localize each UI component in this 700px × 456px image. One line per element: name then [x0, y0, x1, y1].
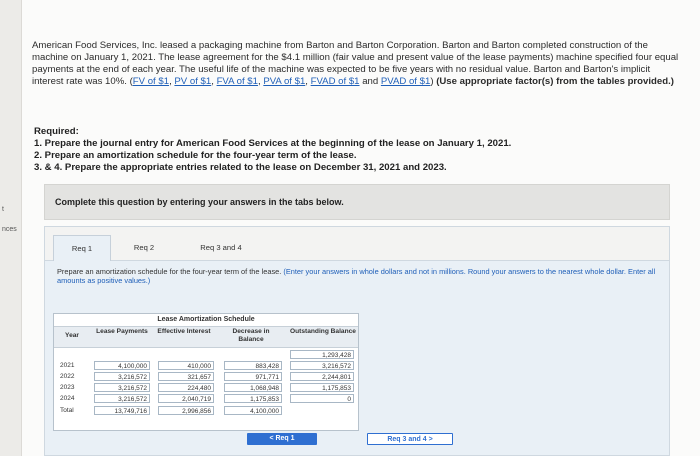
total-lease-payments-cell[interactable]: 13,749,716 — [94, 406, 150, 415]
pv-link[interactable]: PV of $1 — [174, 76, 212, 87]
fva-link[interactable]: FVA of $1 — [216, 76, 258, 87]
tab-req-1[interactable]: Req 1 — [53, 235, 111, 261]
required-section — [34, 126, 511, 174]
gutter-text-fragment: nces — [2, 226, 17, 233]
effective-interest-cell[interactable]: 321,657 — [158, 372, 214, 381]
problem-statement: American Food Services, Inc. leased a packaging machine from Barton and Barton Corporation. Barton and Barton completed construction of the machine on January 1, 2021. The lease agreement for the $4.1 million (fair value and present value of the lease payments) machine specified four equal payments at the end of each year. The useful life of the machine was expected to be five years with no residual value. Barton and Barton's implicit interest rate was 10%. (FV of $1, PV of $1, FVA of $1, PVA of $1, FVAD of $1 and PVAD of $1) (Use appropriate factor(s) from the tables provided.) — [32, 40, 679, 87]
tab-bar — [45, 227, 669, 261]
lease-payment-cell[interactable]: 3,216,572 — [94, 383, 150, 392]
left-gutter — [0, 0, 22, 456]
header-year: Year — [65, 332, 79, 339]
header-decrease-in-balance: Decrease in Balance — [232, 328, 270, 343]
decrease-balance-cell[interactable]: 971,771 — [224, 372, 282, 381]
required-item: 2. Prepare an amortization schedule for the four-year term of the lease. — [34, 150, 357, 161]
fv-link[interactable]: FV of $1 — [132, 76, 170, 87]
instruction-text: Prepare an amortization schedule for the four-year term of the lease. — [57, 267, 282, 276]
link-connector: and — [362, 76, 379, 87]
required-item: 3. & 4. Prepare the appropriate entries related to the lease on December 31, 2021 and 2023. — [34, 162, 447, 173]
decrease-balance-cell[interactable]: 883,428 — [224, 361, 282, 370]
tab-req-2[interactable]: Req 2 — [133, 243, 155, 252]
tab-req-3-and-4[interactable]: Req 3 and 4 — [200, 243, 242, 252]
table-row-year: 2021 — [60, 362, 75, 369]
table-row-year: 2024 — [60, 395, 75, 402]
question-card — [22, 0, 700, 456]
required-title: Required: — [34, 126, 79, 137]
instruction-banner — [44, 184, 670, 220]
pvad-link[interactable]: PVAD of $1 — [380, 76, 431, 87]
total-decrease-cell[interactable]: 4,100,000 — [224, 406, 282, 415]
outstanding-balance-cell[interactable]: 3,216,572 — [290, 361, 354, 370]
initial-balance-cell[interactable]: 1,293,428 — [290, 350, 354, 359]
total-interest-cell[interactable]: 2,996,856 — [158, 406, 214, 415]
effective-interest-cell[interactable]: 2,040,719 — [158, 394, 214, 403]
table-title: Lease Amortization Schedule — [157, 316, 255, 323]
instruction-note: (Enter your answers in whole dollars and not in millions. Round your answers to the nearest whole dollar. Enter all amounts as positive values.) — [57, 267, 656, 286]
table-row-total: Total — [60, 407, 74, 414]
banner-text: Complete this question by entering your answers in the tabs below. — [55, 197, 344, 207]
required-item: 1. Prepare the journal entry for American Food Services at the beginning of the lease on January 1, 2021. — [34, 138, 512, 149]
next-requirement-button[interactable]: Req 3 and 4 > — [367, 433, 453, 445]
table-row-year: 2023 — [60, 384, 75, 391]
amortization-table — [53, 313, 359, 431]
outstanding-balance-cell[interactable]: 2,244,801 — [290, 372, 354, 381]
fvad-link[interactable]: FVAD of $1 — [310, 76, 360, 87]
header-outstanding-balance: Outstanding Balance — [290, 328, 356, 335]
prev-requirement-button[interactable]: < Req 1 — [247, 433, 317, 445]
outstanding-balance-cell[interactable]: 1,175,853 — [290, 383, 354, 392]
effective-interest-cell[interactable]: 224,480 — [158, 383, 214, 392]
decrease-balance-cell[interactable]: 1,175,853 — [224, 394, 282, 403]
lease-payment-cell[interactable]: 3,216,572 — [94, 372, 150, 381]
header-lease-payments: Lease Payments — [96, 328, 148, 335]
table-row-year: 2022 — [60, 373, 75, 380]
header-effective-interest: Effective Interest — [157, 328, 211, 335]
decrease-balance-cell[interactable]: 1,068,948 — [224, 383, 282, 392]
lease-payment-cell[interactable]: 3,216,572 — [94, 394, 150, 403]
lease-payment-cell[interactable]: 4,100,000 — [94, 361, 150, 370]
effective-interest-cell[interactable]: 410,000 — [158, 361, 214, 370]
gutter-text-fragment: t — [2, 206, 4, 213]
requirement-instructions — [57, 267, 657, 285]
outstanding-balance-cell[interactable]: 0 — [290, 394, 354, 403]
tab-panel — [44, 226, 670, 456]
pva-link[interactable]: PVA of $1 — [263, 76, 306, 87]
problem-text: American Food Services, Inc. leased a packaging machine from Barton and Barton Corporation. Barton and Barton completed construction of the machine on January 1, 2021. The lease agreement for the $4.1 million (fair value and present value of the lease payments) machine specified four equal payments at the end of each year. The useful life of the machine was expected to be five years with no residual value. Barton and Barton's implicit interest rate was 10%. — [32, 40, 679, 87]
factor-note: (Use appropriate factor(s) from the tables provided.) — [436, 76, 674, 87]
